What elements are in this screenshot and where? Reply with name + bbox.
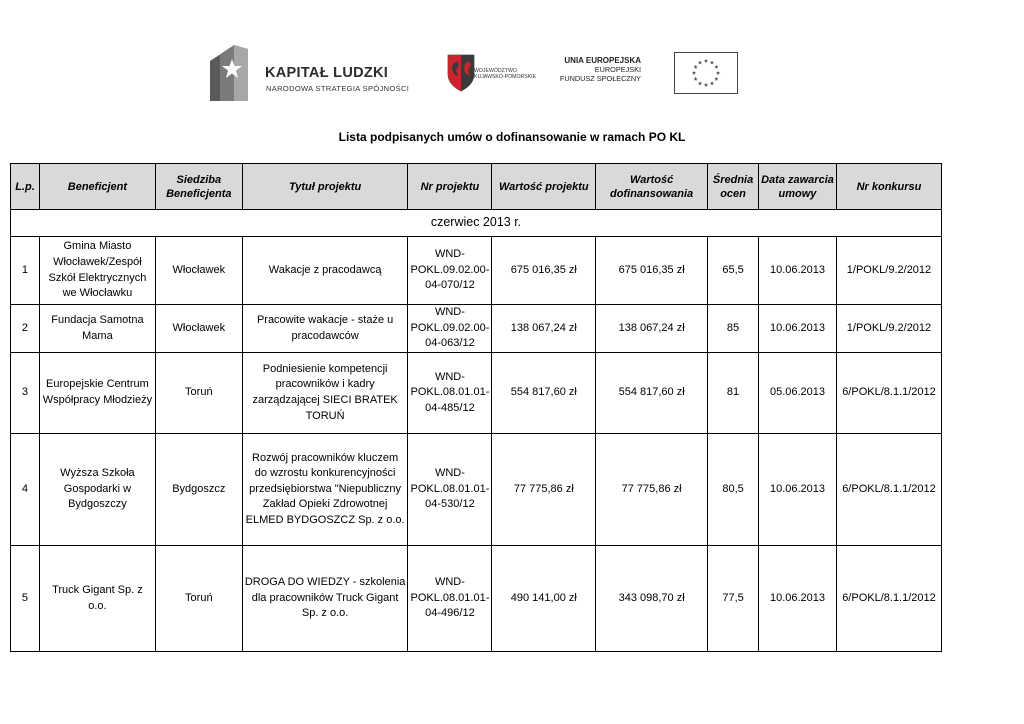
table-row [11,546,942,652]
month-label: czerwiec 2013 r. [11,210,942,237]
cell-lp: 2 [11,305,40,353]
document-title: Lista podpisanych umów o dofinansowanie w ramach PO KL [338,130,686,144]
grants-table [10,163,942,652]
header-competition-no: Nr konkursu [836,164,941,210]
cell-project-title: Pracowite wakacje - staże u pracodawców [242,305,408,353]
kapital-ludzki-logo [208,43,428,107]
cell-funding-value: 343 098,70 zł [596,546,708,652]
cell-seat: Bydgoszcz [155,434,242,546]
cell-project-title: Rozwój pracowników kluczem do wzrostu konkurencyjności przedsiębiorstwa "Niepubliczny Zakład Opieki Zdrowotnej ELMED BYDGOSZCZ Sp. z o.o. [242,434,408,546]
cell-seat: Włocławek [155,237,242,305]
eu-logo [559,52,740,96]
cell-competition-no: 6/POKL/8.1.1/2012 [836,434,941,546]
cell-project-title: Wakacje z pracodawcą [242,237,408,305]
cell-funding-value: 675 016,35 zł [596,237,708,305]
cell-project-value: 554 817,60 zł [492,353,596,434]
cell-avg-score: 80,5 [708,434,759,546]
cell-lp: 5 [11,546,40,652]
coat-of-arms-icon [446,52,476,92]
cell-project-title: DROGA DO WIEDZY - szkolenia dla pracowników Truck Gigant Sp. z o.o. [242,546,408,652]
kapital-ludzki-subtitle: NARODOWA STRATEGIA SPÓJNOŚCI [266,84,410,93]
table-row [11,434,942,546]
cell-competition-no: 6/POKL/8.1.1/2012 [836,546,941,652]
cell-lp: 4 [11,434,40,546]
cell-project-no: WND-POKL.08.01.01-04-530/12 [408,434,492,546]
table-row [11,353,942,434]
cell-beneficiary: Wyższa Szkoła Gospodarki w Bydgoszczy [39,434,155,546]
header-seat: Siedziba Beneficjenta [155,164,242,210]
cell-project-value: 675 016,35 zł [492,237,596,305]
header-project-no: Nr projektu [408,164,492,210]
cell-competition-no: 6/POKL/8.1.1/2012 [836,353,941,434]
table-row [11,237,942,305]
header-beneficiary: Beneficjent [39,164,155,210]
cell-avg-score: 65,5 [708,237,759,305]
cell-competition-no: 1/POKL/9.2/2012 [836,305,941,353]
cell-project-value: 77 775,86 zł [492,434,596,546]
eu-flag-icon [674,52,738,94]
cell-competition-no: 1/POKL/9.2/2012 [836,237,941,305]
logo-bar [0,40,1024,110]
cell-funding-value: 138 067,24 zł [596,305,708,353]
cell-funding-value: 554 817,60 zł [596,353,708,434]
cell-funding-value: 77 775,86 zł [596,434,708,546]
cell-avg-score: 77,5 [708,546,759,652]
wojewodztwo-logo [446,52,566,94]
kapital-ludzki-emblem-icon [208,43,256,105]
cell-project-value: 138 067,24 zł [492,305,596,353]
header-avg-score: Średnia ocen [708,164,759,210]
cell-contract-date: 10.06.2013 [759,546,837,652]
cell-beneficiary: Gmina Miasto Włocławek/Zespół Szkół Elektrycznych we Włocławku [39,237,155,305]
cell-contract-date: 10.06.2013 [759,434,837,546]
cell-seat: Toruń [155,353,242,434]
cell-seat: Toruń [155,546,242,652]
cell-avg-score: 81 [708,353,759,434]
header-project-title: Tytuł projektu [242,164,408,210]
month-row [11,210,942,237]
cell-project-no: WND-POKL.09.02.00-04-063/12 [408,305,492,353]
cell-seat: Włocławek [155,305,242,353]
table-row [11,305,942,353]
header-lp: L.p. [11,164,40,210]
kapital-ludzki-title: KAPITAŁ LUDZKI [265,65,389,81]
cell-beneficiary: Fundacja Samotna Mama [39,305,155,353]
cell-contract-date: 10.06.2013 [759,237,837,305]
cell-project-title: Podniesienie kompetencji pracowników i kadry zarządzającej SIECI BRATEK TORUŃ [242,353,408,434]
header-funding-value: Wartość dofinansowania [596,164,708,210]
wojewodztwo-text: WOJEWÓDZTWO KUJAWSKO-POMORSKIE [474,68,537,80]
cell-project-value: 490 141,00 zł [492,546,596,652]
header-project-value: Wartość projektu [492,164,596,210]
cell-lp: 1 [11,237,40,305]
cell-beneficiary: Truck Gigant Sp. z o.o. [39,546,155,652]
cell-lp: 3 [11,353,40,434]
cell-project-no: WND-POKL.09.02.00-04-070/12 [408,237,492,305]
cell-contract-date: 10.06.2013 [759,305,837,353]
cell-avg-score: 85 [708,305,759,353]
cell-project-no: WND-POKL.08.01.01-04-496/12 [408,546,492,652]
table-header-row [11,164,942,210]
cell-beneficiary: Europejskie Centrum Współpracy Młodzieży [39,353,155,434]
cell-contract-date: 05.06.2013 [759,353,837,434]
header-contract-date: Data zawarcia umowy [759,164,837,210]
eu-text: UNIA EUROPEJSKA EUROPEJSKI FUNDUSZ SPOŁECZNY [559,56,641,83]
cell-project-no: WND-POKL.08.01.01-04-485/12 [408,353,492,434]
